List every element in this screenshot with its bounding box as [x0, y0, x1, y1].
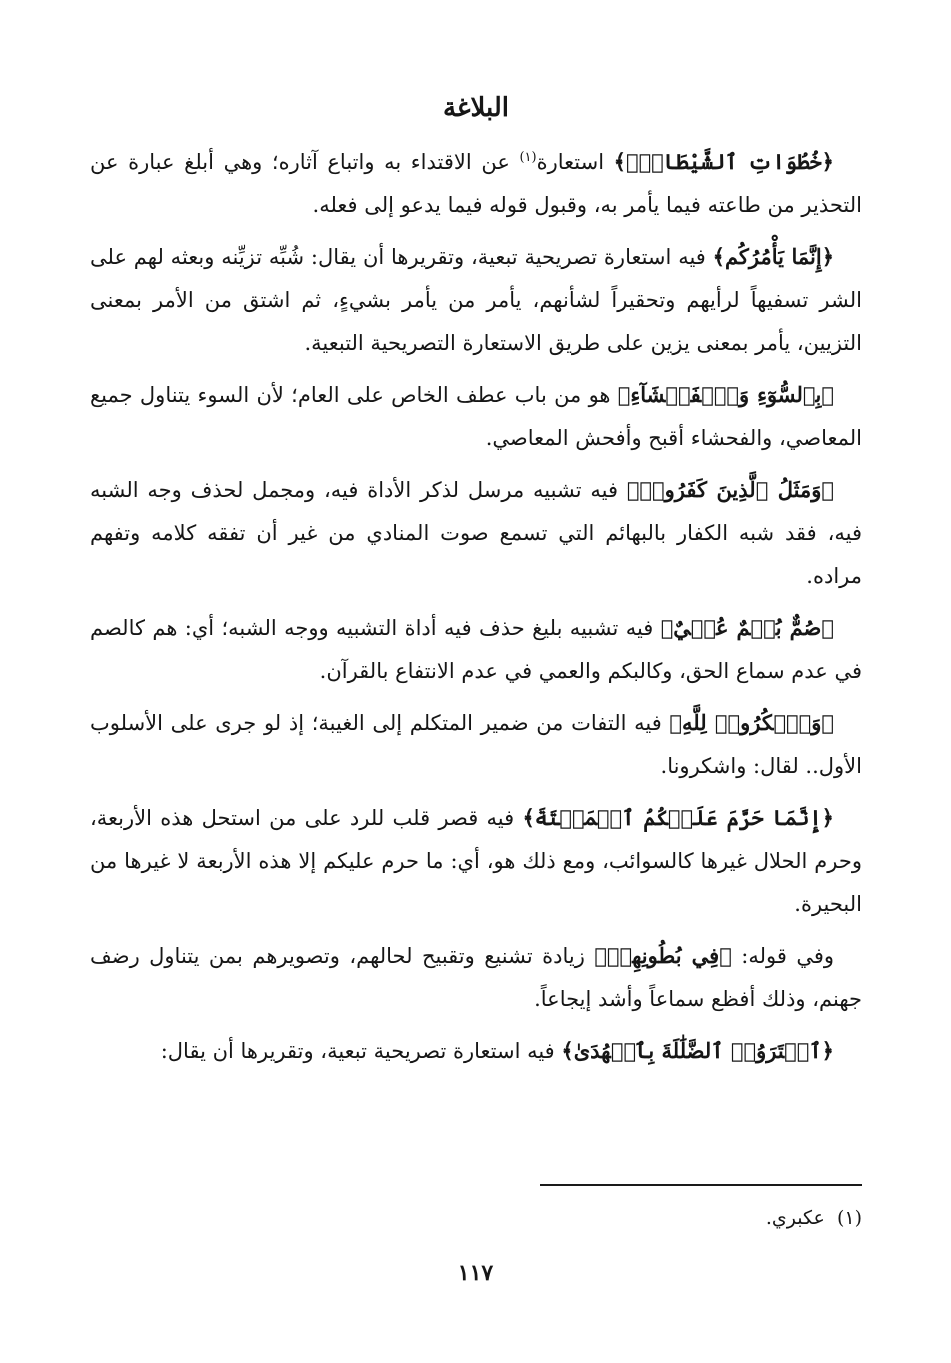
paragraph-text: هو من باب عطف الخاص على العام؛ لأن السوء يتناول جميع المعاصي، والفحشاء أقبح وأفحش المعاصي. [90, 383, 862, 450]
quran-quote: ﴿وَمَثَلُ ٱلَّذِينَ كَفَرُوا۟﴾ [626, 477, 834, 502]
quran-quote: ﴿بِٱلسُّوٓءِ وَٱلۡفَحۡشَآءِ﴾ [617, 382, 834, 407]
paragraph-text: فيه قصر قلب للرد على من استحل هذه الأربعة، وحرم الحلال غيرها كالسوائب، ومع ذلك هو، أي: ما حرم عليكم إلا هذه الأربعة لا غيرها من البحيرة. [90, 806, 862, 916]
footnote-divider [540, 1184, 862, 1186]
paragraph-8 [90, 934, 862, 1021]
paragraph-5 [90, 606, 862, 693]
paragraph-1 [90, 140, 862, 227]
paragraph-text: فيه تشبيه بليغ حذف فيه أداة التشبيه ووجه الشبه؛ أي: هم كالصم في عدم سماع الحق، وكالبكم والعمي في عدم الانتفاع بالقرآن. [90, 616, 862, 683]
paragraph-text: استعارة [536, 150, 614, 174]
paragraph-text: فيه استعارة تصريحية تبعية، وتقريرها أن يقال: [160, 1039, 562, 1063]
paragraph-text: عن الاقتداء به واتباع آثاره؛ وهي أبلغ عبارة عن التحذير من طاعته فيما يأمر به، وقبول قوله فيما يدعو إلى فعله. [90, 150, 862, 217]
quran-quote: ﴿خُطُوَاتِ ٱلشَّيْطَانِۚ﴾ [613, 149, 834, 174]
paragraph-9 [90, 1029, 862, 1073]
quran-quote: ﴿ٱشۡتَرَوُا۟ ٱلضَّلَٰلَةَ بِٱلۡهُدَىٰ﴾ [561, 1038, 834, 1063]
footnote [560, 1203, 862, 1233]
quran-quote: ﴿إِنَّمَا يَأْمُرُكُم﴾ [712, 244, 834, 269]
paragraph-3 [90, 373, 862, 460]
page-title: البلاغة [442, 93, 510, 123]
paragraph-lead: وفي قوله: [731, 944, 834, 968]
paragraph-text: فيه تشبيه مرسل لذكر الأداة فيه، ومجمل لحذف وجه الشبه فيه، فقد شبه الكفار بالبهائم التي تسمع صوت المنادي من غير أن تفقه كلامه وتفهم مراده. [90, 478, 862, 588]
quran-quote: ﴿فِي بُطُونِهِمۡ﴾ [594, 943, 732, 968]
paragraph-text: فيه التفات من ضمير المتكلم إلى الغيبة؛ إذ لو جرى على الأسلوب الأول.. لقال: واشكرونا. [90, 711, 862, 778]
paragraph-6 [90, 701, 862, 788]
quran-quote: ﴿وَٱشۡكُرُوا۟ لِلَّهِ﴾ [669, 710, 834, 735]
paragraph-7 [90, 796, 862, 926]
paragraph-2 [90, 235, 862, 365]
quran-quote: ﴿صُمٌّ بُكۡمٌ عُمۡيٌ﴾ [660, 615, 834, 640]
footnote-marker: (١) [836, 1207, 862, 1229]
footnote-reference[interactable]: (١) [519, 150, 537, 165]
paragraph-4 [90, 468, 862, 598]
paragraph-text: زيادة تشنيع وتقبيح لحالهم، وتصويرهم بمن يتناول رضف جهنم، وذلك أفظع سماعاً وأشد إيجاعاً. [90, 944, 862, 1011]
page-number: ١١٧ [457, 1260, 494, 1286]
paragraph-text: فيه استعارة تصريحية تبعية، وتقريرها أن يقال: شُبِّه تزيِّنه وبعثه لهم على الشر تسفيهاً لرأيهم وتحقيراً لشأنهم، يأمر من يأمر بشيءٍ، ثم اشتق من الأمر بمعنى التزيين، يأمر بمعنى يزين على طريق الاستعارة التصريحية التبعية. [90, 245, 862, 355]
page-body [90, 88, 862, 1081]
footnote-text: عكبري. [765, 1207, 825, 1229]
quran-quote: ﴿إِنَّمَا حَرَّمَ عَلَيۡكُمُ ٱلۡمَيۡتَةَ﴾ [522, 805, 834, 830]
